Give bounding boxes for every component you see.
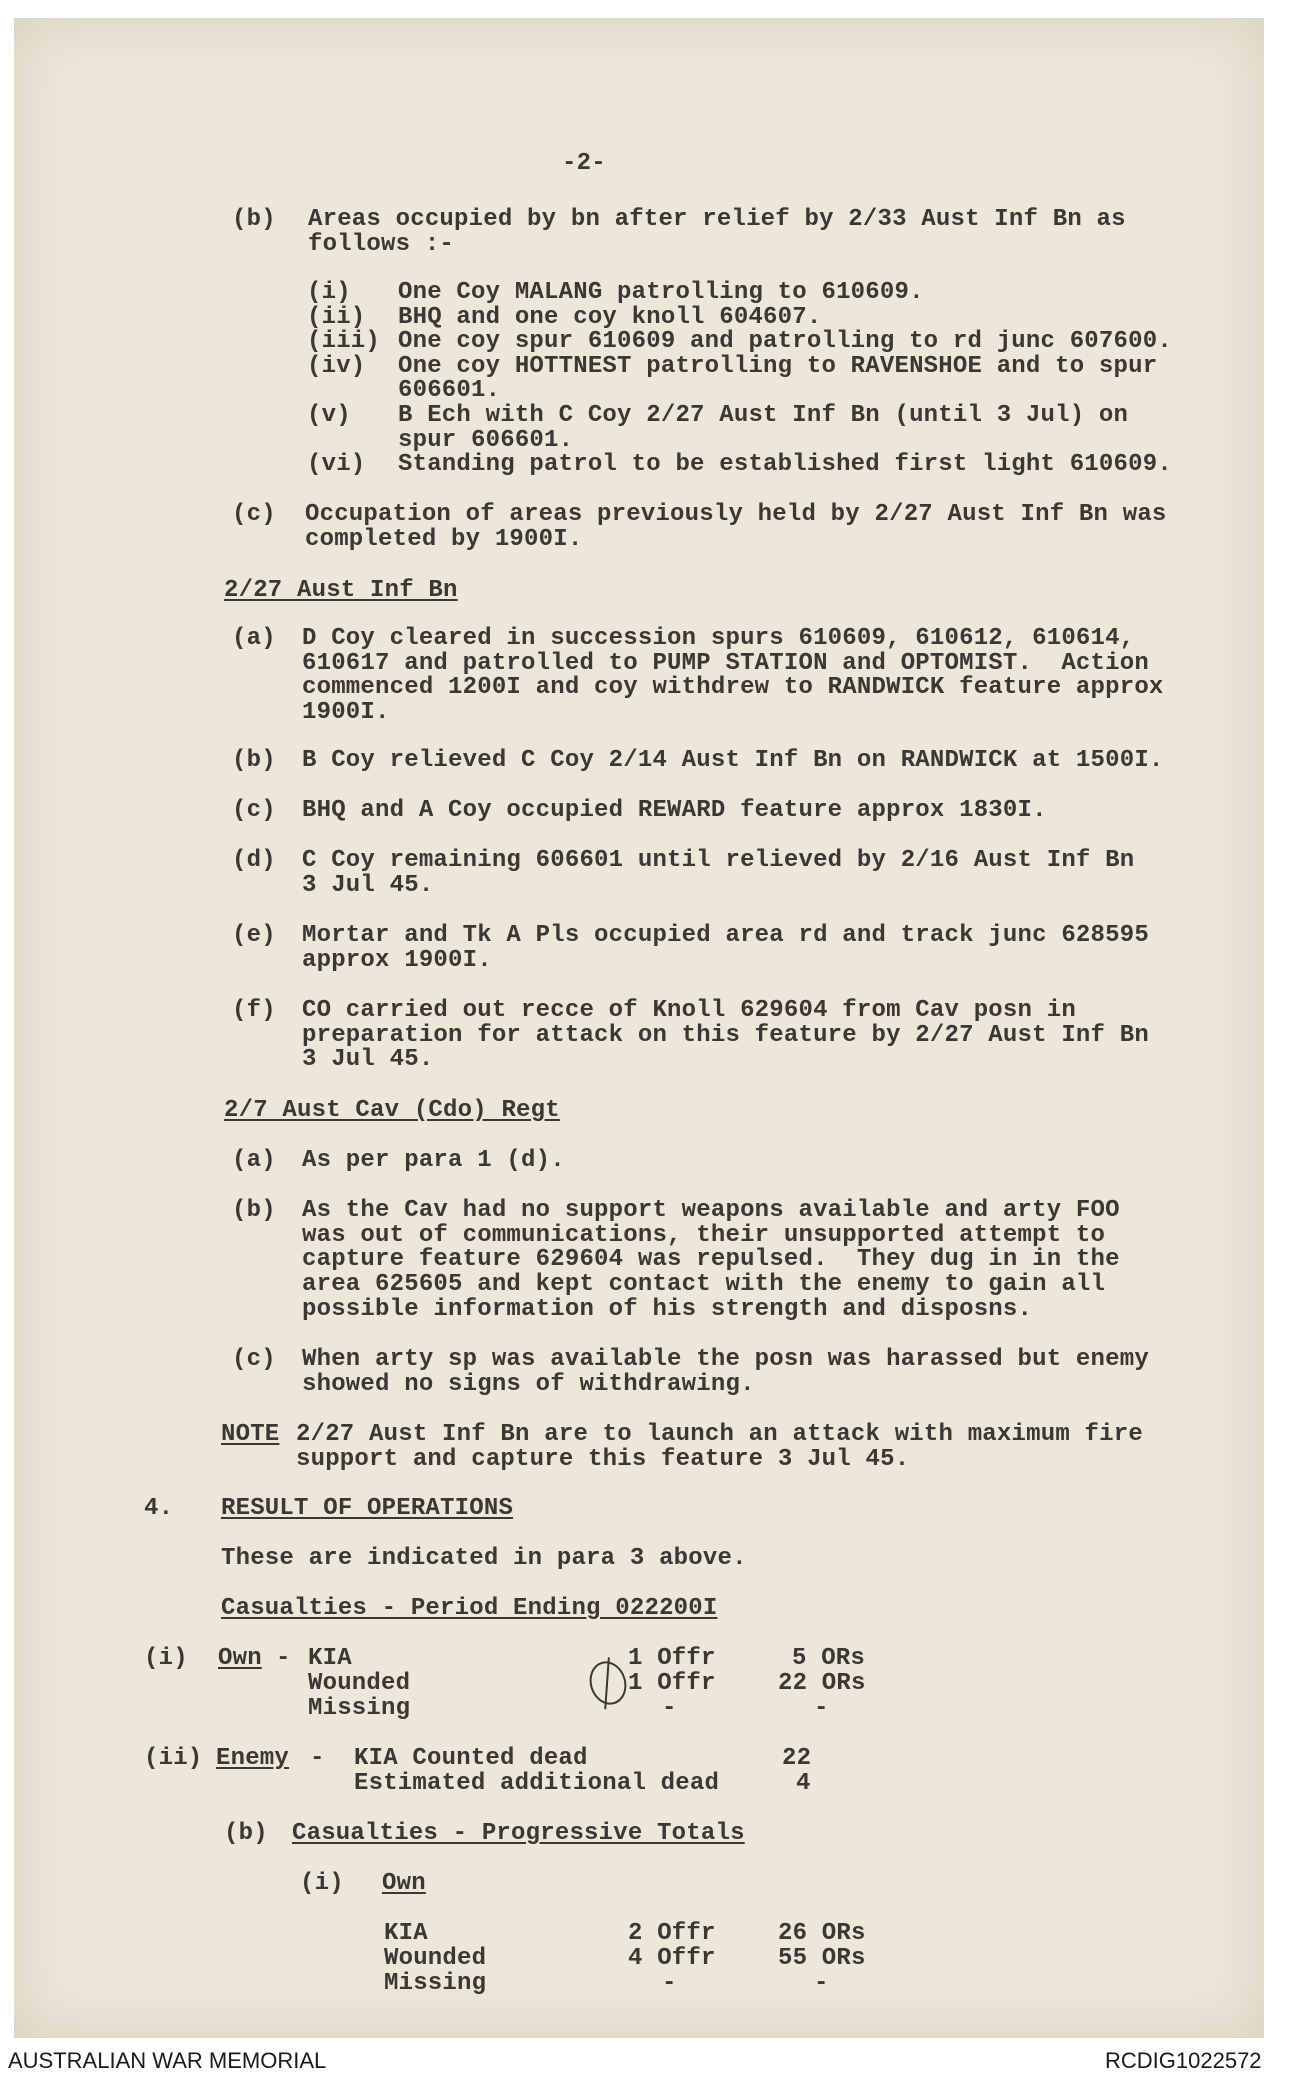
paragraph-line: When arty sp was available the posn was harassed but enemy	[302, 1346, 1149, 1373]
item-label: (d)	[232, 847, 276, 874]
paragraph-line: CO carried out recce of Knoll 629604 from Cav posn in	[302, 997, 1076, 1024]
sub-item-line: One coy spur 610609 and patrolling to rd junc 607600.	[398, 328, 1172, 355]
paragraph-line: area 625605 and kept contact with the enemy to gain all	[302, 1271, 1106, 1298]
handwritten-mark	[584, 1657, 632, 1710]
enemy-label: Enemy	[216, 1745, 290, 1772]
enemy-row-label: KIA Counted dead	[354, 1745, 588, 1772]
dash: -	[310, 1745, 325, 1772]
item-label: (i)	[300, 1870, 344, 1897]
note-line: 2/27 Aust Inf Bn are to launch an attack with maximum fire	[296, 1421, 1143, 1448]
dash: -	[276, 1645, 291, 1672]
item-label: (b)	[224, 1820, 268, 1847]
paragraph-line: B Coy relieved C Coy 2/14 Aust Inf Bn on RANDWICK at 1500I.	[302, 747, 1164, 774]
section-number: 4.	[144, 1495, 174, 1522]
casualty-ors: 5 ORs	[792, 1645, 866, 1672]
item-label: (e)	[232, 922, 276, 949]
section-heading-2-27-bn: 2/27 Aust Inf Bn	[224, 577, 458, 604]
sub-item-label: (i)	[307, 279, 351, 306]
sub-item-line: B Ech with C Coy 2/27 Aust Inf Bn (until 3 Jul) on	[398, 402, 1129, 429]
paragraph-line: As the Cav had no support weapons available and arty FOO	[302, 1197, 1120, 1224]
casualty-offr: -	[662, 1970, 677, 1997]
item-label: (c)	[232, 797, 276, 824]
own-label: Own	[382, 1870, 426, 1897]
paragraph-line: As per para 1 (d).	[302, 1147, 565, 1174]
paragraph-line: completed by 1900I.	[305, 526, 583, 553]
footer-reference: RCDIG1022572	[1105, 2048, 1262, 2073]
sub-item-label: (ii)	[307, 304, 366, 331]
sub-item-label: (v)	[307, 402, 351, 429]
paragraph-line: 610617 and patrolled to PUMP STATION and OPTOMIST. Action	[302, 650, 1149, 677]
paragraph-line: showed no signs of withdrawing.	[302, 1371, 755, 1398]
note-line: support and capture this feature 3 Jul 45.	[296, 1446, 910, 1473]
sub-item-label: (iv)	[307, 353, 366, 380]
casualty-ors: -	[814, 1970, 829, 1997]
sub-item-line: Standing patrol to be established first light 610609.	[398, 451, 1172, 478]
sub-item-label: (vi)	[307, 451, 366, 478]
casualty-ors: 22 ORs	[778, 1670, 866, 1697]
paragraph-line: 3 Jul 45.	[302, 872, 434, 899]
casualty-row-label: KIA	[308, 1645, 352, 1672]
casualty-offr: 4 Offr	[628, 1945, 716, 1972]
enemy-row-value: 22	[782, 1745, 812, 1772]
note-label: NOTE	[221, 1421, 280, 1448]
item-label: (ii)	[144, 1745, 203, 1772]
sub-item-line: 606601.	[398, 377, 501, 404]
casualty-offr: 1 Offr	[628, 1670, 716, 1697]
paragraph-line: D Coy cleared in succession spurs 610609, 610612, 610614,	[302, 625, 1135, 652]
sub-item-line: One coy HOTTNEST patrolling to RAVENSHOE and to spur	[398, 353, 1158, 380]
item-label: (b)	[232, 206, 276, 233]
paragraph-line: 3 Jul 45.	[302, 1046, 434, 1073]
paragraph-line: Occupation of areas previously held by 2/27 Aust Inf Bn was	[305, 501, 1167, 528]
sub-item-line: spur 606601.	[398, 427, 574, 454]
enemy-row-value: 4	[796, 1770, 811, 1797]
paragraph-line: commenced 1200I and coy withdrew to RANDWICK feature approx	[302, 674, 1164, 701]
casualty-offr: -	[662, 1695, 677, 1722]
sub-item-line: BHQ and one coy knoll 604607.	[398, 304, 822, 331]
page-number: -2-	[562, 150, 606, 177]
paragraph-line: was out of communications, their unsupported attempt to	[302, 1222, 1106, 1249]
item-label: (b)	[232, 1197, 276, 1224]
item-label: (i)	[144, 1645, 188, 1672]
paragraph-line: These are indicated in para 3 above.	[221, 1545, 747, 1572]
casualty-row-label: Missing	[384, 1970, 487, 1997]
sub-item-label: (iii)	[307, 328, 381, 355]
footer-credit: AUSTRALIAN WAR MEMORIAL	[8, 2048, 327, 2073]
document-page	[14, 18, 1264, 2038]
casualty-row-label: Missing	[308, 1695, 411, 1722]
own-label: Own	[218, 1645, 262, 1672]
item-label: (f)	[232, 997, 276, 1024]
casualty-row-label: Wounded	[384, 1945, 487, 1972]
casualties-heading: Casualties - Period Ending 022200I	[221, 1595, 718, 1622]
paragraph-line: preparation for attack on this feature by 2/27 Aust Inf Bn	[302, 1022, 1149, 1049]
paragraph-line: Areas occupied by bn after relief by 2/33 Aust Inf Bn as	[308, 206, 1126, 233]
paragraph-line: possible information of his strength and disposns.	[302, 1296, 1033, 1323]
progressive-heading: Casualties - Progressive Totals	[292, 1820, 745, 1847]
paragraph-line: follows :-	[308, 231, 455, 258]
casualty-offr: 1 Offr	[628, 1645, 716, 1672]
casualty-row-label: KIA	[384, 1920, 428, 1947]
item-label: (c)	[232, 501, 276, 528]
item-label: (a)	[232, 625, 276, 652]
paragraph-line: capture feature 629604 was repulsed. They dug in in the	[302, 1246, 1120, 1273]
sub-item-line: One Coy MALANG patrolling to 610609.	[398, 279, 924, 306]
item-label: (c)	[232, 1346, 276, 1373]
paragraph-line: Mortar and Tk A Pls occupied area rd and track junc 628595	[302, 922, 1149, 949]
casualty-offr: 2 Offr	[628, 1920, 716, 1947]
item-label: (a)	[232, 1147, 276, 1174]
casualty-ors: 26 ORs	[778, 1920, 866, 1947]
casualty-ors: -	[814, 1695, 829, 1722]
section-heading-results: RESULT OF OPERATIONS	[221, 1495, 514, 1522]
paragraph-line: approx 1900I.	[302, 947, 492, 974]
casualty-row-label: Wounded	[308, 1670, 411, 1697]
paragraph-line: 1900I.	[302, 699, 390, 726]
paragraph-line: BHQ and A Coy occupied REWARD feature approx 1830I.	[302, 797, 1047, 824]
casualty-ors: 55 ORs	[778, 1945, 866, 1972]
paragraph-line: C Coy remaining 606601 until relieved by 2/16 Aust Inf Bn	[302, 847, 1135, 874]
section-heading-cav-regt: 2/7 Aust Cav (Cdo) Regt	[224, 1097, 560, 1124]
item-label: (b)	[232, 747, 276, 774]
enemy-row-label: Estimated additional dead	[354, 1770, 720, 1797]
